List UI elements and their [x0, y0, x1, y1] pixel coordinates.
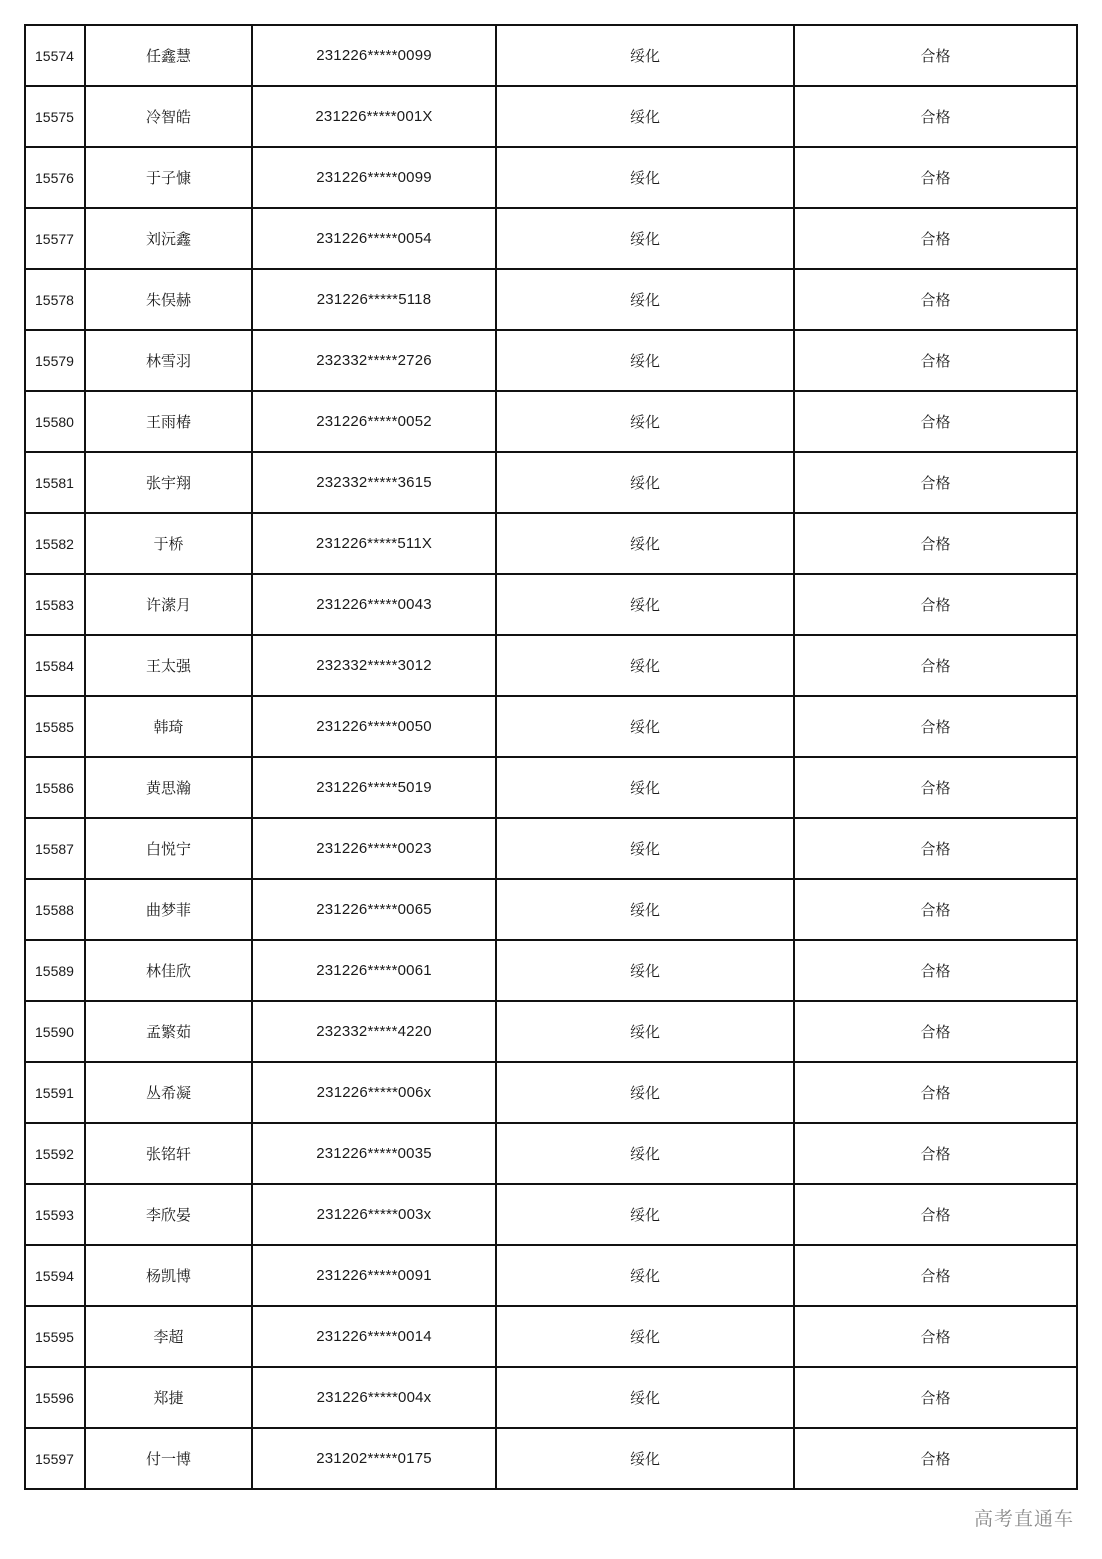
results-table [24, 24, 1078, 1490]
table-row [25, 391, 1077, 452]
cell-seq: 15597 [25, 1428, 85, 1489]
cell-id-number: 231226*****0023 [252, 818, 496, 879]
cell-region: 绥化 [496, 391, 794, 452]
cell-seq: 15586 [25, 757, 85, 818]
cell-id-number: 231226*****001X [252, 86, 496, 147]
cell-name: 丛希凝 [85, 1062, 252, 1123]
cell-name: 于子慷 [85, 147, 252, 208]
cell-region: 绥化 [496, 1184, 794, 1245]
cell-name: 曲梦菲 [85, 879, 252, 940]
cell-seq: 15588 [25, 879, 85, 940]
cell-result: 合格 [794, 147, 1077, 208]
cell-region: 绥化 [496, 1123, 794, 1184]
cell-name: 林佳欣 [85, 940, 252, 1001]
cell-id-number: 231226*****0065 [252, 879, 496, 940]
cell-id-number: 231226*****511X [252, 513, 496, 574]
table-row [25, 86, 1077, 147]
cell-id-number: 231226*****006x [252, 1062, 496, 1123]
table-row [25, 940, 1077, 1001]
cell-region: 绥化 [496, 1367, 794, 1428]
cell-id-number: 231226*****0050 [252, 696, 496, 757]
cell-result: 合格 [794, 208, 1077, 269]
table-row [25, 879, 1077, 940]
results-table-body [25, 25, 1077, 1489]
cell-id-number: 231226*****5019 [252, 757, 496, 818]
cell-result: 合格 [794, 86, 1077, 147]
cell-id-number: 231226*****0054 [252, 208, 496, 269]
cell-seq: 15585 [25, 696, 85, 757]
cell-region: 绥化 [496, 818, 794, 879]
table-row [25, 330, 1077, 391]
cell-region: 绥化 [496, 879, 794, 940]
table-row [25, 574, 1077, 635]
cell-seq: 15576 [25, 147, 85, 208]
cell-seq: 15595 [25, 1306, 85, 1367]
cell-region: 绥化 [496, 269, 794, 330]
cell-seq: 15581 [25, 452, 85, 513]
cell-region: 绥化 [496, 147, 794, 208]
cell-seq: 15594 [25, 1245, 85, 1306]
cell-result: 合格 [794, 635, 1077, 696]
cell-seq: 15593 [25, 1184, 85, 1245]
cell-region: 绥化 [496, 513, 794, 574]
table-row [25, 1123, 1077, 1184]
cell-seq: 15589 [25, 940, 85, 1001]
cell-name: 王太强 [85, 635, 252, 696]
cell-result: 合格 [794, 330, 1077, 391]
cell-result: 合格 [794, 574, 1077, 635]
cell-seq: 15583 [25, 574, 85, 635]
cell-region: 绥化 [496, 330, 794, 391]
cell-id-number: 231226*****0014 [252, 1306, 496, 1367]
cell-id-number: 231226*****0043 [252, 574, 496, 635]
cell-id-number: 231202*****0175 [252, 1428, 496, 1489]
cell-seq: 15577 [25, 208, 85, 269]
cell-name: 孟繁茹 [85, 1001, 252, 1062]
cell-seq: 15590 [25, 1001, 85, 1062]
cell-result: 合格 [794, 696, 1077, 757]
table-row [25, 208, 1077, 269]
cell-seq: 15575 [25, 86, 85, 147]
cell-seq: 15592 [25, 1123, 85, 1184]
cell-region: 绥化 [496, 1062, 794, 1123]
cell-seq: 15596 [25, 1367, 85, 1428]
cell-id-number: 231226*****0099 [252, 147, 496, 208]
table-row [25, 1001, 1077, 1062]
table-row [25, 1367, 1077, 1428]
table-row [25, 1062, 1077, 1123]
cell-result: 合格 [794, 1245, 1077, 1306]
cell-id-number: 231226*****5118 [252, 269, 496, 330]
cell-name: 王雨椿 [85, 391, 252, 452]
cell-result: 合格 [794, 1306, 1077, 1367]
table-row [25, 269, 1077, 330]
cell-name: 许潆月 [85, 574, 252, 635]
table-row [25, 1245, 1077, 1306]
cell-id-number: 231226*****0061 [252, 940, 496, 1001]
cell-name: 杨凯博 [85, 1245, 252, 1306]
cell-id-number: 231226*****0091 [252, 1245, 496, 1306]
cell-id-number: 231226*****003x [252, 1184, 496, 1245]
cell-seq: 15578 [25, 269, 85, 330]
cell-seq: 15574 [25, 25, 85, 86]
table-row [25, 757, 1077, 818]
cell-result: 合格 [794, 1428, 1077, 1489]
cell-seq: 15591 [25, 1062, 85, 1123]
cell-name: 白悦宁 [85, 818, 252, 879]
cell-id-number: 231226*****0052 [252, 391, 496, 452]
cell-result: 合格 [794, 940, 1077, 1001]
cell-result: 合格 [794, 1184, 1077, 1245]
cell-name: 韩琦 [85, 696, 252, 757]
table-row [25, 818, 1077, 879]
cell-name: 朱俣赫 [85, 269, 252, 330]
cell-result: 合格 [794, 1001, 1077, 1062]
cell-name: 林雪羽 [85, 330, 252, 391]
cell-name: 刘沅鑫 [85, 208, 252, 269]
cell-region: 绥化 [496, 574, 794, 635]
cell-id-number: 232332*****2726 [252, 330, 496, 391]
cell-region: 绥化 [496, 86, 794, 147]
table-row [25, 147, 1077, 208]
cell-name: 李超 [85, 1306, 252, 1367]
cell-result: 合格 [794, 269, 1077, 330]
cell-region: 绥化 [496, 1245, 794, 1306]
cell-region: 绥化 [496, 208, 794, 269]
cell-result: 合格 [794, 1123, 1077, 1184]
cell-result: 合格 [794, 25, 1077, 86]
cell-region: 绥化 [496, 1306, 794, 1367]
cell-region: 绥化 [496, 696, 794, 757]
cell-name: 郑捷 [85, 1367, 252, 1428]
cell-seq: 15579 [25, 330, 85, 391]
cell-region: 绥化 [496, 635, 794, 696]
cell-result: 合格 [794, 818, 1077, 879]
cell-region: 绥化 [496, 1428, 794, 1489]
cell-id-number: 232332*****3012 [252, 635, 496, 696]
table-row [25, 452, 1077, 513]
table-row [25, 25, 1077, 86]
table-row [25, 635, 1077, 696]
cell-result: 合格 [794, 757, 1077, 818]
cell-id-number: 231226*****004x [252, 1367, 496, 1428]
cell-name: 付一博 [85, 1428, 252, 1489]
table-row [25, 696, 1077, 757]
table-row [25, 1306, 1077, 1367]
cell-result: 合格 [794, 1367, 1077, 1428]
cell-region: 绥化 [496, 25, 794, 86]
cell-seq: 15587 [25, 818, 85, 879]
cell-id-number: 232332*****3615 [252, 452, 496, 513]
cell-name: 张铭轩 [85, 1123, 252, 1184]
cell-region: 绥化 [496, 757, 794, 818]
cell-seq: 15582 [25, 513, 85, 574]
cell-id-number: 231226*****0099 [252, 25, 496, 86]
cell-region: 绥化 [496, 452, 794, 513]
cell-seq: 15584 [25, 635, 85, 696]
table-row [25, 513, 1077, 574]
cell-result: 合格 [794, 1062, 1077, 1123]
table-row [25, 1428, 1077, 1489]
watermark-text: 高考直通车 [973, 1508, 1074, 1530]
cell-region: 绥化 [496, 940, 794, 1001]
cell-name: 李欣晏 [85, 1184, 252, 1245]
cell-name: 冷智皓 [85, 86, 252, 147]
cell-name: 张宇翔 [85, 452, 252, 513]
cell-seq: 15580 [25, 391, 85, 452]
cell-id-number: 232332*****4220 [252, 1001, 496, 1062]
cell-name: 于桥 [85, 513, 252, 574]
cell-result: 合格 [794, 513, 1077, 574]
cell-result: 合格 [794, 879, 1077, 940]
cell-result: 合格 [794, 452, 1077, 513]
table-row [25, 1184, 1077, 1245]
cell-result: 合格 [794, 391, 1077, 452]
cell-id-number: 231226*****0035 [252, 1123, 496, 1184]
cell-name: 黄思瀚 [85, 757, 252, 818]
cell-name: 任鑫慧 [85, 25, 252, 86]
cell-region: 绥化 [496, 1001, 794, 1062]
